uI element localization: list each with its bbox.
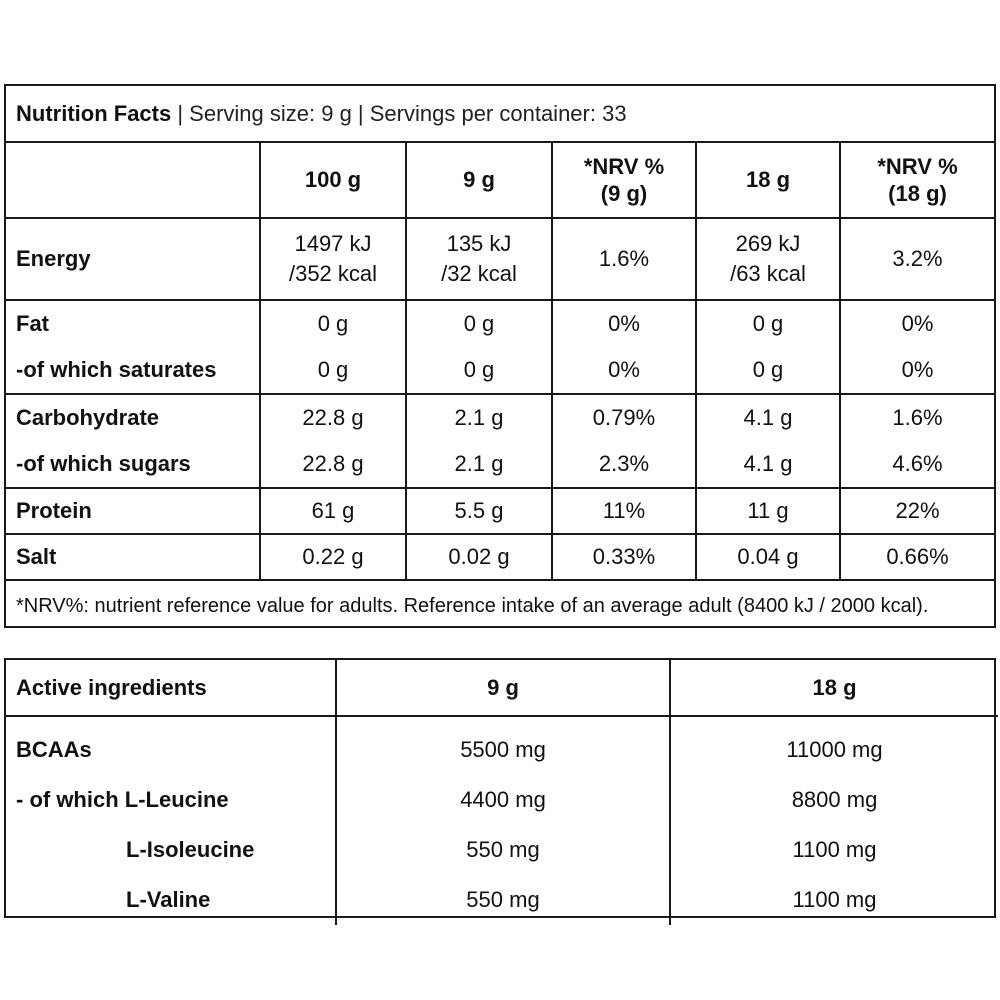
saturates-nrv-18g-value: 0% [901, 357, 934, 382]
energy-18g-kj: 269 kJ [735, 231, 801, 257]
sugars-18g-value: 4.1 g [743, 451, 793, 476]
carb-9g-value: 2.1 g [454, 405, 504, 430]
protein-label: Protein [6, 488, 260, 534]
nutrition-title: Nutrition Facts [16, 100, 172, 126]
saturates-9g-value: 0 g [463, 357, 495, 382]
saturates-label: -of which saturates [16, 357, 217, 382]
fat-group-row [6, 300, 994, 394]
leucine-label: - of which L-Leucine [16, 787, 229, 812]
protein-18g: 11 g [696, 488, 840, 534]
energy-label: Energy [6, 218, 260, 300]
energy-9g-kj: 135 kJ [446, 231, 512, 257]
saturates-100g-value: 0 g [317, 357, 349, 382]
energy-18g-kcal: /63 kcal [730, 261, 806, 286]
valine-9g: 550 mg [466, 887, 540, 912]
energy-9g-kcal: /32 kcal [441, 261, 517, 286]
col-header-18g: 18 g [696, 142, 840, 218]
salt-9g: 0.02 g [406, 534, 552, 580]
fat-18g-value: 0 g [752, 311, 784, 336]
active-ingredients-panel [4, 658, 996, 918]
sugars-label: -of which sugars [16, 451, 191, 476]
bcaas-9g: 5500 mg [460, 737, 546, 762]
saturates-18g-value: 0 g [752, 357, 784, 382]
energy-nrv-9g-value: 1.6% [598, 246, 650, 272]
carb-100g-value: 22.8 g [302, 405, 364, 430]
sugars-9g-value: 2.1 g [454, 451, 504, 476]
energy-nrv-9g [552, 218, 696, 300]
salt-label: Salt [6, 534, 260, 580]
protein-row [6, 488, 994, 534]
active-ingredient-names [6, 716, 336, 925]
fat-100g [260, 300, 406, 394]
fat-nrv-18g [840, 300, 994, 394]
carb-nrv-18g-value: 1.6% [892, 405, 943, 430]
fat-labels [6, 300, 260, 394]
col-header-9g: 9 g [406, 142, 552, 218]
header-blank [6, 142, 260, 218]
isoleucine-label: L-Isoleucine [126, 837, 255, 862]
salt-row [6, 534, 994, 580]
protein-9g: 5.5 g [406, 488, 552, 534]
energy-100g-kcal: /352 kcal [288, 261, 378, 286]
active-col-header-9g: 9 g [336, 660, 670, 716]
fat-9g-value: 0 g [463, 311, 495, 336]
carb-nrv-9g-value: 0.79% [592, 405, 656, 430]
carb-nrv-18g [840, 394, 994, 488]
salt-100g: 0.22 g [260, 534, 406, 580]
active-ingredients-header: Active ingredients [6, 660, 336, 716]
protein-nrv-18g: 22% [840, 488, 994, 534]
isoleucine-18g: 1100 mg [792, 837, 877, 862]
nutrition-facts-panel [4, 84, 996, 628]
active-col-header-18g: 18 g [670, 660, 998, 716]
carb-9g [406, 394, 552, 488]
carb-nrv-9g [552, 394, 696, 488]
fat-nrv-18g-value: 0% [901, 311, 934, 336]
fat-9g [406, 300, 552, 394]
fat-nrv-9g-value: 0% [608, 311, 640, 336]
energy-nrv-18g [840, 218, 994, 300]
valine-label: L-Valine [126, 887, 211, 912]
salt-nrv-9g: 0.33% [552, 534, 696, 580]
leucine-18g: 8800 mg [791, 787, 878, 812]
isoleucine-9g: 550 mg [466, 837, 540, 862]
fat-nrv-9g [552, 300, 696, 394]
leucine-9g: 4400 mg [460, 787, 546, 812]
energy-nrv-18g-value: 3.2% [892, 246, 943, 272]
salt-nrv-18g: 0.66% [840, 534, 994, 580]
energy-9g [406, 218, 552, 300]
nrv-footnote: *NRV%: nutrient reference value for adults. Reference intake of an average adult (8400 kJ / 2000 kcal). [6, 580, 994, 632]
protein-100g: 61 g [260, 488, 406, 534]
sugars-nrv-9g-value: 2.3% [598, 451, 650, 476]
salt-18g: 0.04 g [696, 534, 840, 580]
nutrition-title-bar [6, 86, 994, 142]
bcaas-label: BCAAs [16, 737, 92, 762]
energy-18g [696, 218, 840, 300]
energy-100g-kj: 1497 kJ [294, 231, 372, 257]
nutrition-table [6, 86, 994, 632]
energy-row [6, 218, 994, 300]
fat-label: Fat [16, 311, 49, 336]
bcaas-18g: 11000 mg [786, 737, 883, 762]
active-values-18g [670, 716, 998, 925]
carb-group-row [6, 394, 994, 488]
protein-nrv-9g: 11% [552, 488, 696, 534]
col-header-nrv-9g: *NRV % (9 g) [552, 142, 696, 218]
active-ingredients-table [6, 660, 998, 925]
sugars-100g-value: 22.8 g [302, 451, 364, 476]
active-values-9g [336, 716, 670, 925]
fat-18g [696, 300, 840, 394]
carb-18g [696, 394, 840, 488]
sugars-nrv-18g-value: 4.6% [892, 451, 943, 476]
fat-100g-value: 0 g [317, 311, 349, 336]
col-header-nrv-18g: *NRV % (18 g) [840, 142, 994, 218]
saturates-nrv-9g-value: 0% [608, 357, 640, 382]
energy-100g [260, 218, 406, 300]
carbohydrate-label: Carbohydrate [16, 405, 160, 430]
valine-18g: 1100 mg [792, 887, 877, 912]
carb-100g [260, 394, 406, 488]
col-header-100g: 100 g [260, 142, 406, 218]
carb-labels [6, 394, 260, 488]
serving-info: | Serving size: 9 g | Servings per container: 33 [171, 100, 627, 126]
carb-18g-value: 4.1 g [743, 405, 793, 430]
